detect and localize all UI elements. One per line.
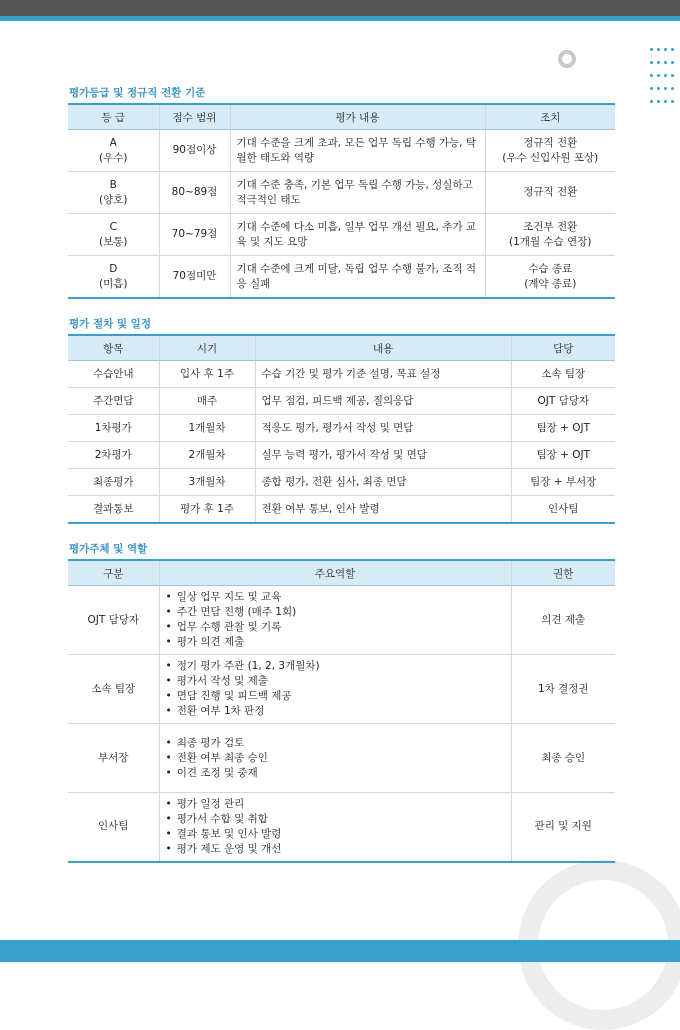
list-item: • 평가 의견 제출 [166, 635, 505, 650]
grade-cell: D (미흡) [68, 256, 159, 299]
header-cell: 항목 [68, 335, 159, 361]
table-row: 결과통보 평가 후 1주 전환 여부 통보, 인사 발령 인사팀 [68, 496, 615, 524]
table-row: 1차평가 1개월차 적응도 평가, 평가서 작성 및 면담 팀장 + OJT [68, 415, 615, 442]
header-cell: 내용 [255, 335, 511, 361]
table-row [68, 586, 615, 655]
role-list-cell [159, 586, 511, 655]
list-item: • 전환 여부 최종 승인 [166, 751, 505, 766]
score-cell: 70~79점 [159, 214, 230, 256]
list-item: • 평가서 수합 및 취합 [166, 812, 505, 827]
list-item: • 평가 제도 운영 및 개선 [166, 842, 505, 857]
role-list-cell [159, 793, 511, 862]
procedure-table [68, 334, 615, 524]
header-cell: 주요역할 [159, 560, 511, 586]
list-item: • 전환 여부 1차 판정 [166, 704, 505, 719]
footer-bar [0, 940, 680, 962]
grade-cell: C (보통) [68, 214, 159, 256]
table-row [68, 256, 615, 299]
header-cell: 등 급 [68, 104, 159, 130]
header-cell: 권한 [511, 560, 615, 586]
header-bar [0, 0, 680, 16]
header-cell: 담당 [511, 335, 615, 361]
authority-cell: 1차 결정권 [511, 655, 615, 724]
header-cell: 구분 [68, 560, 159, 586]
list-item: • 평가서 작성 및 제출 [166, 674, 505, 689]
list-item: • 결과 통보 및 인사 발령 [166, 827, 505, 842]
header-cell: 평가 내용 [230, 104, 485, 130]
table-row: 최종평가 3개월차 종합 평가, 전환 심사, 최종 면담 팀장 + 부서장 [68, 469, 615, 496]
role-who-cell: 부서장 [68, 724, 159, 793]
role-list-cell [159, 724, 511, 793]
table-row: 수습안내 입사 후 1주 수습 기간 및 평가 기준 설명, 목표 설정 소속 팀장 [68, 361, 615, 388]
authority-cell: 최종 승인 [511, 724, 615, 793]
list-item: • 정기 평가 주관 (1, 2, 3개월차) [166, 659, 505, 674]
grade-cell: A (우수) [68, 130, 159, 172]
table-row [68, 655, 615, 724]
grade-table [68, 103, 615, 299]
roles-table [68, 559, 615, 863]
role-who-cell: OJT 담당자 [68, 586, 159, 655]
table-row [68, 130, 615, 172]
header-cell: 시기 [159, 335, 255, 361]
action-cell: 정규직 전환 [485, 172, 615, 214]
content-cell: 기대 수준에 다소 미흡, 일부 업무 개선 필요, 추가 교육 및 지도 요망 [230, 214, 485, 256]
action-cell: 정규직 전환 (우수 신입사원 포상) [485, 130, 615, 172]
section-title-roles: 평가주체 및 역할 [69, 543, 148, 555]
score-cell: 90점이상 [159, 130, 230, 172]
list-item: • 주간 면담 진행 (매주 1회) [166, 605, 505, 620]
action-cell: 수습 종료 (계약 종료) [485, 256, 615, 299]
table-row: 2차평가 2개월차 실무 능력 평가, 평가서 작성 및 면담 팀장 + OJT [68, 442, 615, 469]
list-item: • 일상 업무 지도 및 교육 [166, 590, 505, 605]
section-title-grades: 평가등급 및 정규직 전환 기준 [69, 87, 206, 99]
authority-cell: 의견 제출 [511, 586, 615, 655]
score-cell: 80~89점 [159, 172, 230, 214]
grade-cell: B (양호) [68, 172, 159, 214]
header-accent-line [0, 16, 680, 21]
content-cell: 기대 수준을 크게 초과, 모든 업무 독립 수행 가능, 탁월한 태도와 역량 [230, 130, 485, 172]
table-row [68, 793, 615, 862]
table-row [68, 214, 615, 256]
list-item: • 업무 수행 관찰 및 기록 [166, 620, 505, 635]
dot-grid-decoration-icon [650, 48, 678, 114]
list-item: • 최종 평가 검토 [166, 736, 505, 751]
role-list-cell [159, 655, 511, 724]
score-cell: 70점미만 [159, 256, 230, 299]
list-item: • 이견 조정 및 중재 [166, 766, 505, 781]
table-row: 주간면담 매주 업무 점검, 피드백 제공, 질의응답 OJT 담당자 [68, 388, 615, 415]
role-who-cell: 소속 팀장 [68, 655, 159, 724]
section-title-procedure: 평가 절차 및 일정 [69, 318, 151, 330]
action-cell: 조건부 전환 (1개월 수습 연장) [485, 214, 615, 256]
header-cell: 점수 범위 [159, 104, 230, 130]
content-cell: 기대 수준 충족, 기본 업무 독립 수행 가능, 성실하고 적극적인 태도 [230, 172, 485, 214]
header-cell: 조치 [485, 104, 615, 130]
list-item: • 평가 일정 관리 [166, 797, 505, 812]
role-who-cell: 인사팀 [68, 793, 159, 862]
table-row [68, 172, 615, 214]
table-row [68, 724, 615, 793]
list-item: • 면담 진행 및 피드백 제공 [166, 689, 505, 704]
ring-decoration-icon [558, 50, 576, 68]
authority-cell: 관리 및 지원 [511, 793, 615, 862]
content-cell: 기대 수준에 크게 미달, 독립 업무 수행 불가, 조직 적응 실패 [230, 256, 485, 299]
